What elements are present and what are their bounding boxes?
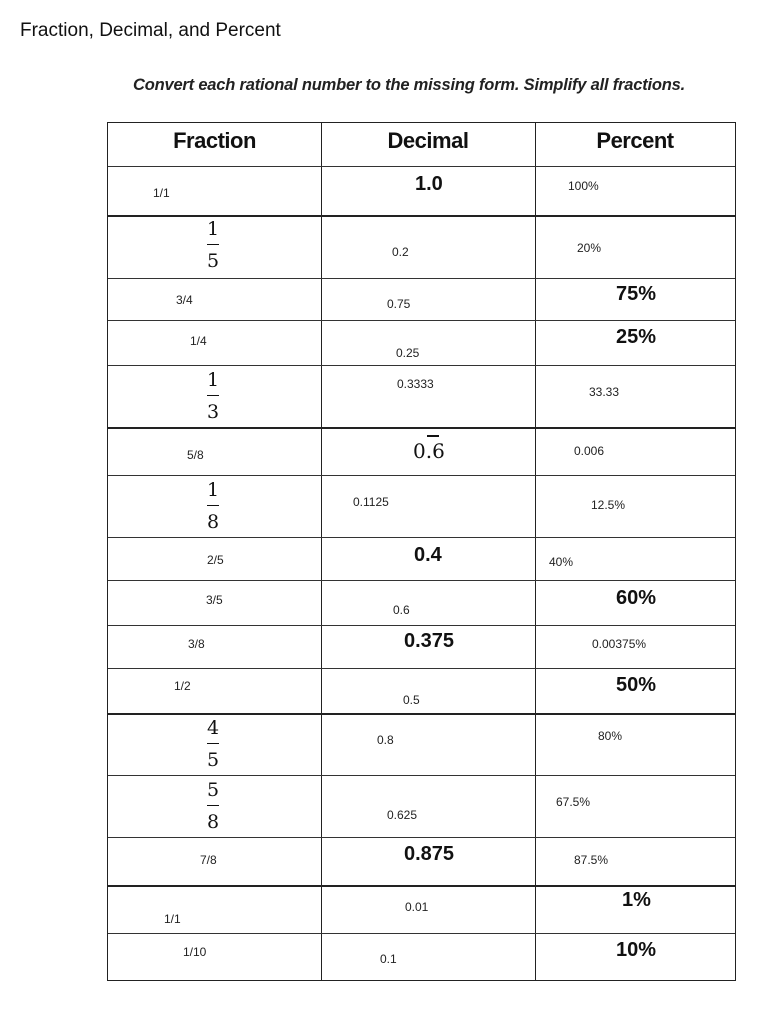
fraction-cell: 1/2	[174, 679, 191, 693]
column-divider	[535, 123, 536, 980]
percent-cell: 87.5%	[574, 853, 609, 867]
row-divider	[108, 625, 735, 626]
percent-cell: 75%	[616, 283, 657, 305]
decimal-cell: 0.1125	[353, 495, 389, 509]
conversion-table	[107, 122, 736, 981]
row-divider	[108, 668, 735, 669]
row-divider	[108, 885, 735, 887]
decimal-cell: 0.875	[404, 843, 455, 865]
page-title: Fraction, Decimal, and Percent	[20, 20, 281, 41]
fraction-bar	[207, 805, 219, 806]
decimal-value: 0.6	[413, 439, 445, 463]
row-divider	[108, 775, 735, 776]
decimal-cell: 0.25	[396, 346, 420, 360]
fraction-numerator: 4	[206, 717, 220, 739]
fraction-cell	[198, 479, 228, 533]
fraction-denominator: 5	[206, 749, 220, 771]
percent-cell: 67.5%	[556, 795, 591, 809]
fraction-numerator: 1	[206, 369, 220, 391]
fraction-cell: 3/5	[206, 593, 223, 607]
percent-cell: 20%	[577, 241, 602, 255]
decimal-cell: 0.625	[387, 808, 418, 822]
row-divider	[108, 933, 735, 934]
repeating-bar	[427, 435, 439, 437]
row-divider	[108, 278, 735, 279]
fraction-cell	[198, 369, 228, 423]
fraction-cell: 2/5	[207, 553, 224, 567]
fraction-cell: 3/8	[188, 637, 205, 651]
percent-cell: 80%	[598, 729, 623, 743]
fraction-bar	[207, 505, 219, 506]
row-divider	[108, 537, 735, 538]
percent-cell: 40%	[549, 555, 574, 569]
row-divider	[108, 215, 735, 217]
fraction-cell: 5/8	[187, 448, 204, 462]
row-divider	[108, 320, 735, 321]
column-divider	[321, 123, 322, 980]
row-divider	[108, 580, 735, 581]
percent-cell: 33.33	[589, 385, 620, 399]
fraction-cell	[198, 717, 228, 771]
fraction-cell: 1/4	[190, 334, 207, 348]
fraction-denominator: 8	[206, 511, 220, 533]
decimal-cell: 0.1	[380, 952, 397, 966]
fraction-cell: 1/1	[164, 912, 181, 926]
decimal-cell: 0.8	[377, 733, 394, 747]
fraction-denominator: 5	[206, 250, 220, 272]
percent-cell: 25%	[616, 326, 657, 348]
fraction-numerator: 1	[206, 218, 220, 240]
fraction-bar	[207, 395, 219, 396]
fraction-cell	[198, 779, 228, 833]
fraction-denominator: 8	[206, 811, 220, 833]
decimal-cell	[413, 439, 445, 463]
decimal-cell: 0.375	[404, 630, 455, 652]
decimal-cell: 0.75	[387, 297, 411, 311]
fraction-denominator: 3	[206, 401, 220, 423]
percent-cell: 60%	[616, 587, 657, 609]
row-divider	[108, 837, 735, 838]
percent-cell: 0.00375%	[592, 637, 647, 651]
header-decimal: Decimal	[387, 128, 469, 153]
percent-cell: 1%	[622, 889, 651, 911]
percent-cell: 10%	[616, 939, 657, 961]
decimal-cell: 0.2	[392, 245, 409, 259]
fraction-bar	[207, 743, 219, 744]
fraction-numerator: 1	[206, 479, 220, 501]
fraction-cell: 7/8	[200, 853, 217, 867]
row-divider	[108, 365, 735, 366]
header-fraction: Fraction	[173, 128, 256, 153]
fraction-cell: 1/1	[153, 186, 170, 200]
row-divider	[108, 475, 735, 476]
decimal-cell: 0.5	[403, 693, 420, 707]
decimal-cell: 0.3333	[397, 377, 434, 391]
row-divider	[108, 427, 735, 429]
percent-cell: 12.5%	[591, 498, 626, 512]
header-percent: Percent	[596, 128, 674, 153]
decimal-cell: 0.01	[405, 900, 429, 914]
decimal-cell: 0.6	[393, 603, 410, 617]
fraction-numerator: 5	[206, 779, 220, 801]
percent-cell: 100%	[568, 179, 599, 193]
percent-cell: 0.006	[574, 444, 605, 458]
row-divider	[108, 713, 735, 715]
fraction-bar	[207, 244, 219, 245]
fraction-cell	[198, 218, 228, 272]
instructions: Convert each rational number to the missing form. Simplify all fractions.	[133, 76, 686, 94]
decimal-cell: 0.4	[414, 544, 442, 566]
fraction-cell: 1/10	[183, 945, 207, 959]
percent-cell: 50%	[616, 674, 657, 696]
fraction-cell: 3/4	[176, 293, 193, 307]
decimal-cell: 1.0	[415, 173, 443, 195]
